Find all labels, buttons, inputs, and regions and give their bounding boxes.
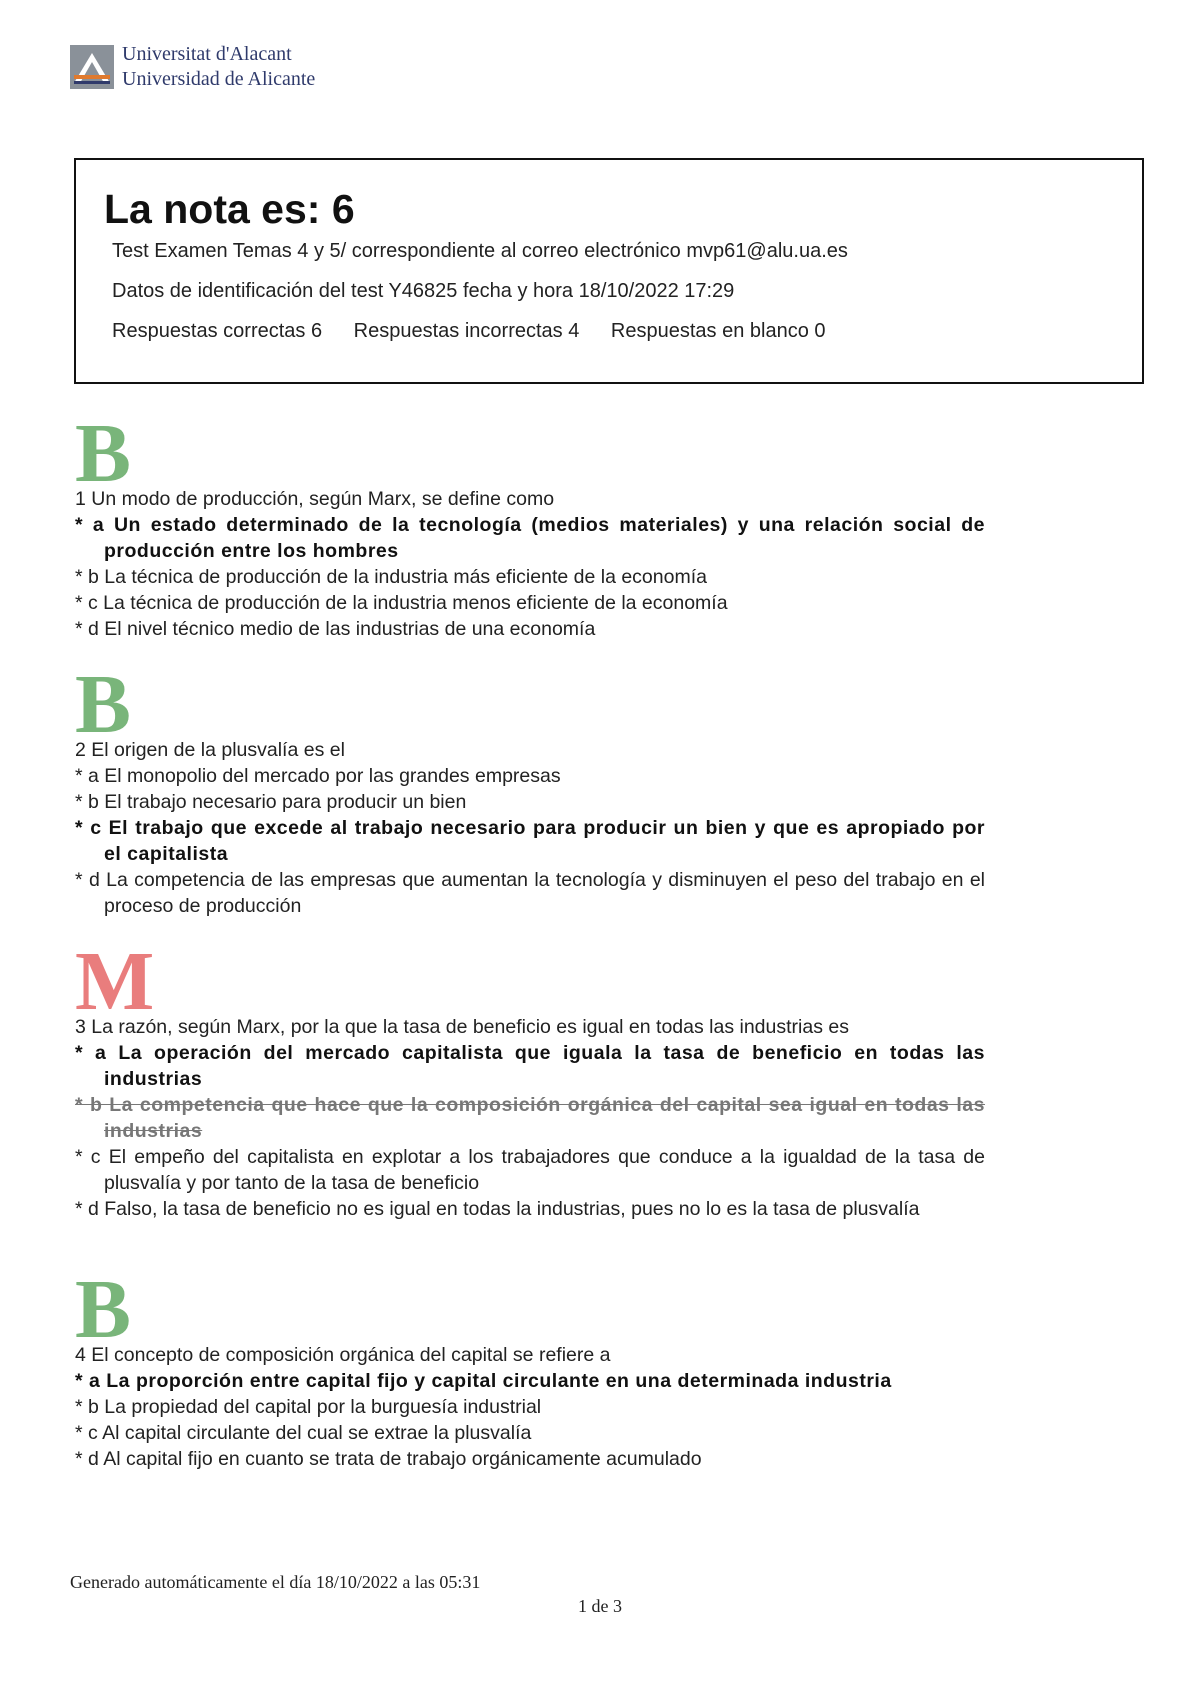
question-2-option-d: * d La competencia de las empresas que aumentan la tecnología y disminuyen el peso del trabajo en el proceso de producción [75,869,985,917]
question-1-option-c: * c La técnica de producción de la industria menos eficiente de la economía [75,592,728,614]
question-3-option-c: * c El empeño del capitalista en explotar a los trabajadores que conduce a la igualdad de la tasa de plusvalía y por tanto de la tasa de beneficio [75,1146,985,1194]
grade-value: 6 [331,186,355,232]
question-4-option-d: * d Al capital fijo en cuanto se trata de trabajo orgánicamente acumulado [75,1448,702,1470]
question-1-text: 1 Un modo de producción, según Marx, se define como [75,488,555,510]
question-3-option-b: * b La competencia que hace que la composición orgánica del capital sea igual en todas las industrias [75,1094,985,1142]
question-1-option-b: * b La técnica de producción de la industria más eficiente de la economía [75,566,707,588]
question-2 [75,658,985,919]
test-email-line: Test Examen Temas 4 y 5/ correspondiente al correo electrónico mvp61@alu.ua.es [112,240,848,262]
question-2-option-b: * b El trabajo necesario para producir un bien [75,791,467,813]
incorrect-count: Respuestas incorrectas 4 [353,320,580,342]
question-3-option-a: * a La operación del mercado capitalista que iguala la tasa de beneficio en todas las industrias [75,1042,985,1090]
question-1-option-d: * d El nivel técnico medio de las industrias de una economía [75,618,596,640]
question-4-option-c: * c Al capital circulante del cual se extrae la plusvalía [75,1422,532,1444]
question-1 [75,407,985,642]
test-id-line: Datos de identificación del test Y46825 fecha y hora 18/10/2022 17:29 [112,280,735,302]
score-summary-box [74,158,1144,384]
question-2-text: 2 El origen de la plusvalía es el [75,739,345,761]
question-1-option-a: * a Un estado determinado de la tecnología (medios materiales) y una relación social de producción entre los hombres [75,514,985,562]
question-3-text: 3 La razón, según Marx, por la que la tasa de beneficio es igual en todas las industrias es [75,1016,849,1038]
question-3-option-d: * d Falso, la tasa de beneficio no es igual en todas la industrias, pues no lo es la tasa de plusvalía [75,1198,920,1220]
question-2-option-a: * a El monopolio del mercado por las grandes empresas [75,765,561,787]
grade-label: La nota es: [104,186,321,232]
grade-heading [104,186,355,233]
question-4-result-mark: B [75,1263,132,1356]
question-1-result-mark: B [75,407,132,500]
correct-count: Respuestas correctas 6 [112,320,323,342]
university-name [122,42,315,92]
question-2-result-mark: B [75,658,132,751]
question-4-option-b: * b La propiedad del capital por la burguesía industrial [75,1396,542,1418]
question-3 [75,935,985,1222]
question-2-option-c: * c El trabajo que excede al trabajo necesario para producir un bien y que es apropiado por el capitalista [75,817,985,865]
blank-count: Respuestas en blanco 0 [610,320,826,342]
question-3-result-mark: M [75,935,155,1028]
generated-timestamp: Generado automáticamente el día 18/10/2022 a las 05:31 [70,1572,481,1592]
question-4 [75,1263,985,1472]
university-name-line2: Universidad de Alicante [122,68,316,90]
university-emblem-icon [70,45,114,89]
university-name-line1: Universitat d'Alacant [122,43,292,65]
answers-summary-line [112,320,826,343]
question-4-text: 4 El concepto de composición orgánica del capital se refiere a [75,1344,611,1366]
question-4-option-a: * a La proporción entre capital fijo y capital circulante en una determinada industria [75,1370,892,1392]
page-number: 1 de 3 [578,1596,622,1616]
university-logo [70,42,315,92]
